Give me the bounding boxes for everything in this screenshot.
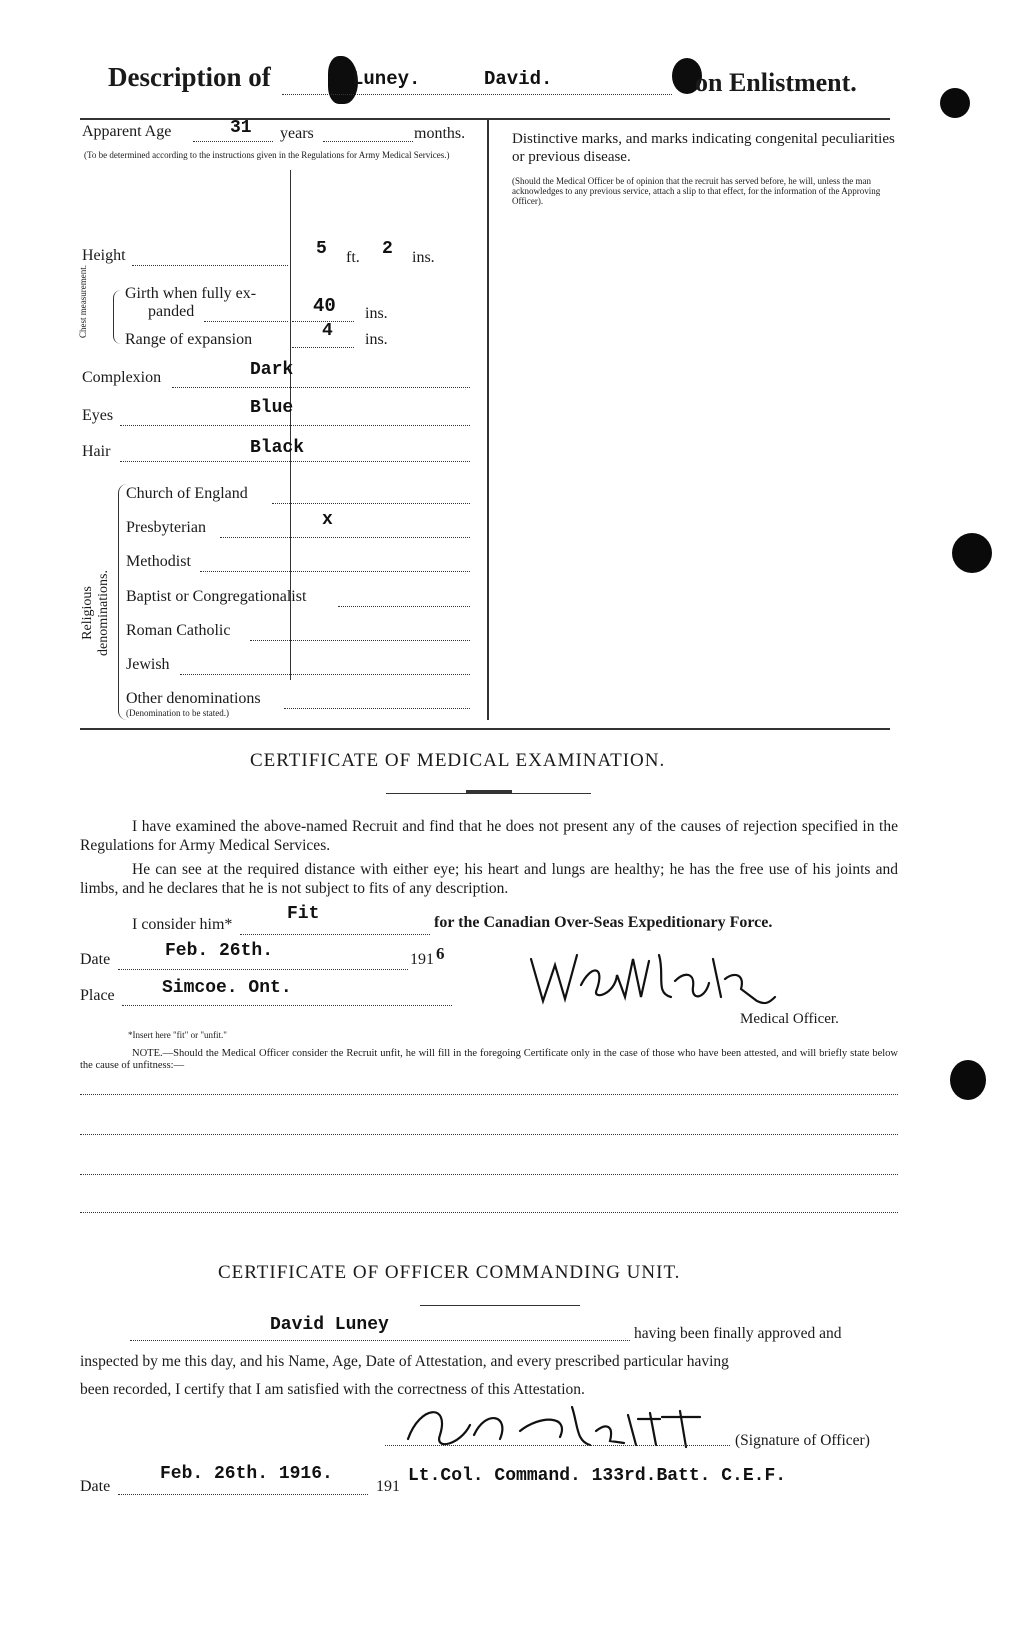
other-denomination-note: (Denomination to be stated.) [126, 708, 229, 718]
medical-date-label: Date [80, 951, 111, 968]
age-note: (To be determined according to the instructions given in the Regulations for Army Medical Services.) [84, 150, 450, 160]
medical-certificate-heading: CERTIFICATE OF MEDICAL EXAMINATION. [250, 750, 666, 771]
given-name: David. [484, 68, 553, 90]
age-value: 31 [230, 118, 252, 138]
surname: Luney. [352, 68, 421, 90]
place-value: Simcoe. Ont. [162, 978, 292, 998]
medical-paragraph-2: He can see at the required distance with either eye; his heart and lungs are healthy; he has the free use of his joints and limbs, and he declares that he is not subject to fits of any description. [80, 861, 898, 897]
medical-year-prefix: 191 [410, 951, 434, 968]
place-label: Place [80, 987, 115, 1004]
commanding-certificate-heading: CERTIFICATE OF OFFICER COMMANDING UNIT. [218, 1262, 681, 1283]
commanding-rank-value: Lt.Col. Command. 133rd.Batt. C.E.F. [408, 1466, 787, 1486]
recruit-name-value: David Luney [270, 1315, 389, 1335]
religion-label: Other denominations [126, 690, 261, 707]
complexion-value: Dark [250, 360, 294, 380]
title-suffix: on Enlistment. [695, 68, 857, 97]
chest-brace [113, 290, 122, 344]
distinctive-marks-label: Distinctive marks, and marks indicating congenital peculiarities or previous disease. [512, 131, 895, 165]
medical-year-suffix: 6 [436, 944, 445, 963]
girth-ins-label: ins. [365, 305, 388, 322]
fit-value: Fit [287, 904, 320, 924]
signature-of-officer-label: (Signature of Officer) [735, 1432, 870, 1449]
hair-label: Hair [82, 443, 111, 460]
years-label: years [280, 125, 314, 142]
religion-side-label: Religious denominations. [80, 570, 111, 656]
expeditionary-force-text: for the Canadian Over-Seas Expeditionary Force. [434, 914, 773, 931]
commanding-year-prefix: 191 [376, 1478, 400, 1495]
height-in-value: 2 [382, 239, 393, 259]
approval-line-2: inspected by me this day, and his Name, Age, Date of Attestation, and every prescribed particular having [80, 1353, 729, 1370]
commanding-date-value: Feb. 26th. 1916. [160, 1464, 333, 1484]
religion-label: Roman Catholic [126, 622, 231, 639]
religion-label: Methodist [126, 553, 191, 570]
medical-officer-label: Medical Officer. [740, 1011, 839, 1027]
eyes-label: Eyes [82, 407, 114, 424]
range-value: 4 [322, 321, 333, 341]
medical-paragraph-1: I have examined the above-named Recruit and find that he does not present any of the causes of rejection specified in the Regulations for Army Medical Services. [80, 818, 898, 854]
commanding-officer-signature [400, 1395, 720, 1455]
approval-line-3: been recorded, I certify that I am satisfied with the correctness of this Attestation. [80, 1381, 585, 1398]
punch-hole [950, 1060, 986, 1100]
religion-label: Jewish [126, 656, 170, 673]
ins-label: ins. [412, 249, 435, 266]
ft-label: ft. [346, 249, 360, 266]
approval-line-1: having been finally approved and [634, 1325, 842, 1342]
complexion-label: Complexion [82, 369, 162, 386]
girth-label-1: Girth when fully ex- [125, 285, 257, 302]
medical-date-value: Feb. 26th. [165, 941, 274, 961]
range-ins-label: ins. [365, 331, 388, 348]
distinctive-marks-note: (Should the Medical Officer be of opinion that the recruit has served before, he will, unless the man acknowledges to any previous service, attach a slip to that effect, for the information of the Approving Officer). [512, 176, 881, 206]
punch-hole [952, 533, 992, 573]
religion-label: Baptist or Congregationalist [126, 588, 307, 605]
commanding-date-label: Date [80, 1478, 111, 1495]
girth-value: 40 [313, 295, 336, 317]
religion-label: Presbyterian [126, 519, 206, 536]
height-ft-value: 5 [316, 239, 327, 259]
religion-mark: x [322, 510, 333, 530]
religion-label: Church of England [126, 485, 248, 502]
hair-value: Black [250, 438, 305, 458]
medical-officer-signature [525, 945, 785, 1013]
consider-label: I consider him* [132, 916, 233, 933]
range-label: Range of expansion [125, 331, 253, 348]
apparent-age-label: Apparent Age [82, 123, 172, 140]
title-prefix: Description of [108, 62, 271, 92]
chest-side-label: Chest measurement. [78, 265, 88, 338]
girth-label-2: panded [148, 303, 195, 320]
insert-note: *Insert here "fit" or "unfit." [128, 1030, 227, 1040]
unfit-note: NOTE.—Should the Medical Officer consider the Recruit unfit, he will fill in the foregoing Certificate only in the case of those who have been attested, and will briefly state below the cause of unfitness:— [80, 1048, 898, 1071]
punch-hole [940, 88, 970, 118]
height-label: Height [82, 247, 126, 264]
months-label: months. [414, 125, 466, 142]
eyes-value: Blue [250, 398, 294, 418]
